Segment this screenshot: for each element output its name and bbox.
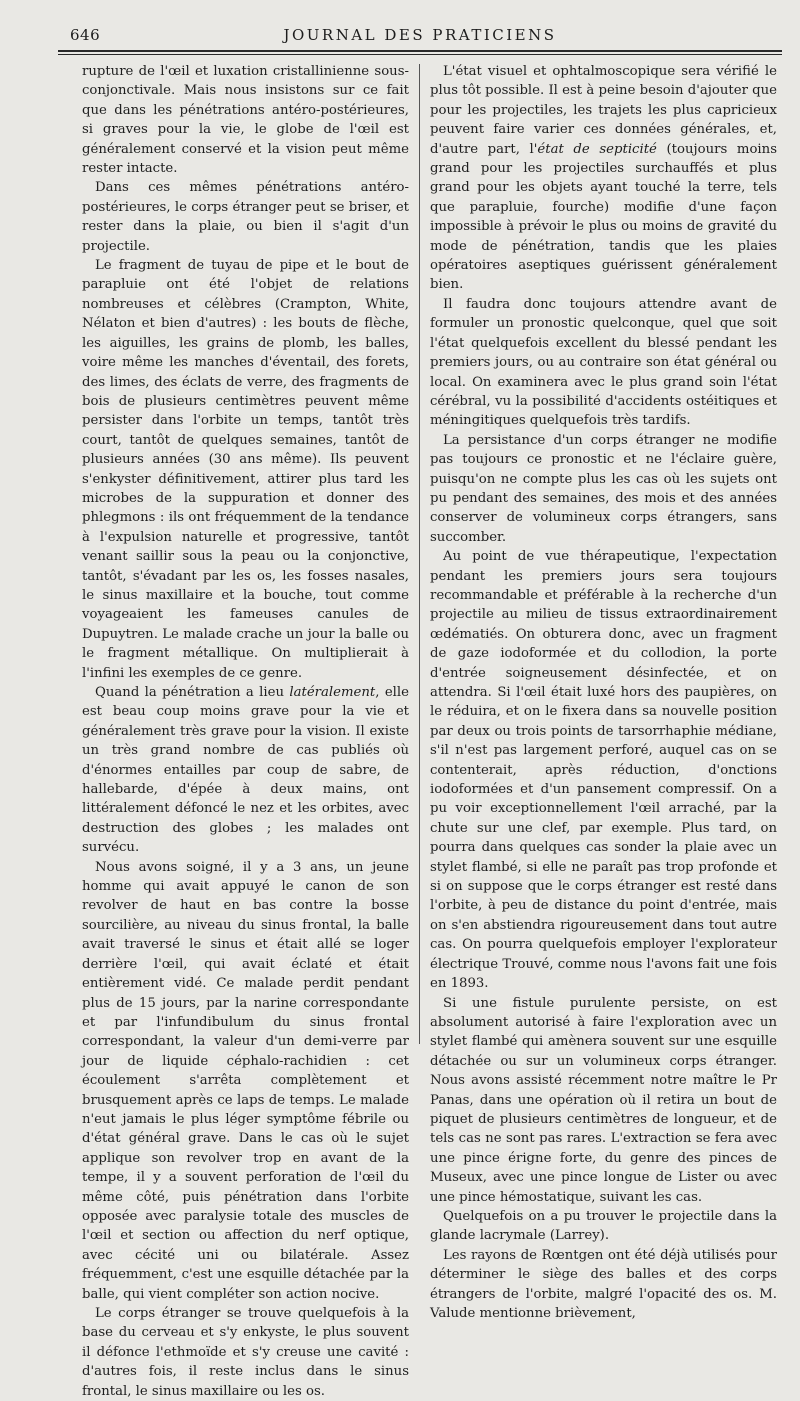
page-header [58,24,782,48]
paragraph-visual-state [430,62,777,295]
paragraph-text: L'état visuel et ophtalmoscopique sera vérifié le plus tôt possible. Il est à peine besoin d'ajouter que pour les projectiles, les trajets les plus capricieux peuvent faire varier ces données générales, et, d'autre part, l' [430,64,777,157]
paragraph: Quelquefois on a pu trouver le projectile dans la glande lacrymale (Larrey). [430,1208,777,1244]
paragraph: Dans ces mêmes pénétrations antéro-postérieures, le corps étranger peut se briser, et rester dans la plaie, ou bien il s'agit d'un projectile. [82,180,409,254]
paragraph: Si une fistule purulente persiste, on est absolument autorisé à faire l'exploration avec un stylet flambé qui amènera souvent sur une esquille détachée ou sur un volumineux corps étranger. Nous avons assisté récemment notre maître le Pr Panas, dans une opération où il retira un bout de piquet de plusieurs centimètres de longueur, et de tels cas ne sont pas rares. L'extraction se fera avec une pince érigne forte, du genre des pinces de Museux, avec une pince longue de Lister ou avec une pince hémostatique, suivant les cas. [430,995,777,1205]
paragraph: Les rayons de Rœntgen ont été déjà utilisés pour déterminer le siège des balles et des corps étrangers de l'orbite, malgré l'opacité des os. M. Valude mentionne brièvement, [430,1247,777,1321]
header-rule-thick [58,50,782,52]
paragraph: Il faudra donc toujours attendre avant de formuler un pronostic quelconque, quel que soit l'état quelquefois excellent du blessé pendant les premiers jours, ou au contraire son état général ou local. On examinera avec le plus grand soin l'état cérébral, vu la possibilité d'accidents ostéitiques et méningitiques quelquefois très tardifs. [430,296,777,429]
paragraph: La persistance d'un corps étranger ne modifie pas toujours ce pronostic et ne l'éclaire guère, puisqu'on ne compte plus les cas où les sujets ont pu pendant des semaines, des mois et des années conserver de volumineux corps étrangers, sans succomber. [430,432,777,545]
paragraph-text: , elle est beau coup moins grave pour la vie et généralement très grave pour la vision. Il existe un très grand nombre de cas publiés où d'énormes entailles par coup de sabre, de hallebarde, d'épée à deux mains, ont littéralement défoncé le nez et les orbites, avec destruction des globes ; les malades ont survécu. [82,685,409,856]
paragraph-text: (toujours moins grand pour les projectiles surchauffés et plus grand pour les objets ayant touché la terre, tels que parapluie, fourche) modifie d'une façon impossible à prévoir le plus ou moins de gravité du mode de pénétration, tandis que les plaies opératoires aseptiques guérissent généralement bien. [430,141,777,293]
paragraph-lateral [82,683,409,858]
page-number: 646 [70,26,101,44]
paragraph: Nous avons soigné, il y a 3 ans, un jeune homme qui avait appuyé le canon de son revolver de haut en bas contre la bosse sourcilière, au niveau du sinus frontal, la balle avait traversé le sinus et était allé se loger derrière l'œil, qui avait éclaté et était entièrement vidé. Ce malade perdit pendant plus de 15 jours, par la narine correspondante et par l'infundibulum du sinus frontal correspondant, la valeur d'un demi-verre par jour de liquide céphalo-rachidien : cet écoulement s'arrêta complètement et brusquement après ce laps de temps. Le malade n'eut jamais le plus léger symptôme fébrile ou d'état général grave. Dans le cas où le sujet applique son revolver trop en avant de la tempe, il y a souvent perforation de l'œil du même côté, puis pénétration dans l'orbite opposée avec paralysie totale des muscles de l'œil et section ou affection du nerf optique, avec cécité uni ou bilatérale. Assez fréquemment, c'est une esquille détachée par la balle, qui vient compléter son action nocive. [82,859,409,1302]
emphasis-text: latéralement [289,685,376,700]
emphasis-text: état de septicité [537,141,657,157]
paragraph-text: Quand la pénétration a lieu [95,685,290,700]
right-column [430,62,777,1323]
paragraph: Le fragment de tuyau de pipe et le bout de parapluie ont été l'objet de relations nombreuses et célèbres (Crampton, White, Nélaton et bien d'autres) : les bouts de flèche, les aiguilles, les grains de plomb, les balles, voire même les manches d'éventail, des forets, des limes, des éclats de verre, des fragments de bois de plusieurs centimètres peuvent même persister dans l'orbite un temps, tantôt très court, tantôt de quelques semaines, tantôt de plusieurs années (30 ans même). Ils peuvent s'enkyster définitivement, attirer plus tard les microbes de la suppuration et donner des phlegmons : ils ont fréquemment de la tendance à l'expulsion naturelle et progressive, tantôt venant saillir sous la peau ou la conjonctive, tantôt, s'évadant par les os, les fosses nasales, le sinus maxillaire et la bouche, tout comme voyageaient les fameuses canules de Dupuytren. Le malade crache un jour la balle ou le fragment métallique. On multiplierait à l'infini les exemples de ce genre. [82,258,409,681]
paragraph: rupture de l'œil et luxation cristallinienne sous-conjonctivale. Mais nous insistons sur ce fait que dans les pénétrations antéro-postérieures, si graves pour la vie, le globe de l'œil est généralement conservé et la vision peut même rester intacte. [82,64,409,177]
paragraph: Le corps étranger se trouve quelquefois à la base du cerveau et s'y enkyste, le plus souvent il défonce l'ethmoïde et s'y creuse une cavité : d'autres fois, il reste inclus dans le sinus frontal, le sinus maxillaire ou les os. [82,1306,409,1399]
header-rule-thin [58,54,782,55]
running-title: JOURNAL DES PRATICIENS [283,26,557,44]
paragraph: Au point de vue thérapeutique, l'expectation pendant les premiers jours sera toujours recommandable et préférable à la recherche d'un projectile au milieu de tissus extraordinairement œdématiés. On obturera donc, avec un fragment de gaze iodoformée et du collodion, la porte d'entrée soigneusement désinfectée, et on attendra. Si l'œil était luxé hors des paupières, on le réduira, et on le fixera dans sa nouvelle position par deux ou trois points de tarsorrhaphie médiane, s'il n'est pas largement perforé, auquel cas on se contenterait, après réduction, d'onctions iodoformées et d'un pansement compressif. On a pu voir exceptionnellement l'œil arraché, par la chute sur une clef, par exemple. Plus tard, on pourra dans quelques cas sonder la plaie avec un stylet flambé, si elle ne paraît pas trop profonde et si on suppose que le corps étranger est resté dans l'orbite, à peu de distance du point d'entrée, mais on s'en abstiendra rigoureusement dans tout autre cas. On pourra quelquefois employer l'explorateur électrique Trouvé, comme nous l'avons fait une fois en 1893. [430,549,777,992]
left-column [82,62,409,1401]
column-separator [419,64,420,1044]
